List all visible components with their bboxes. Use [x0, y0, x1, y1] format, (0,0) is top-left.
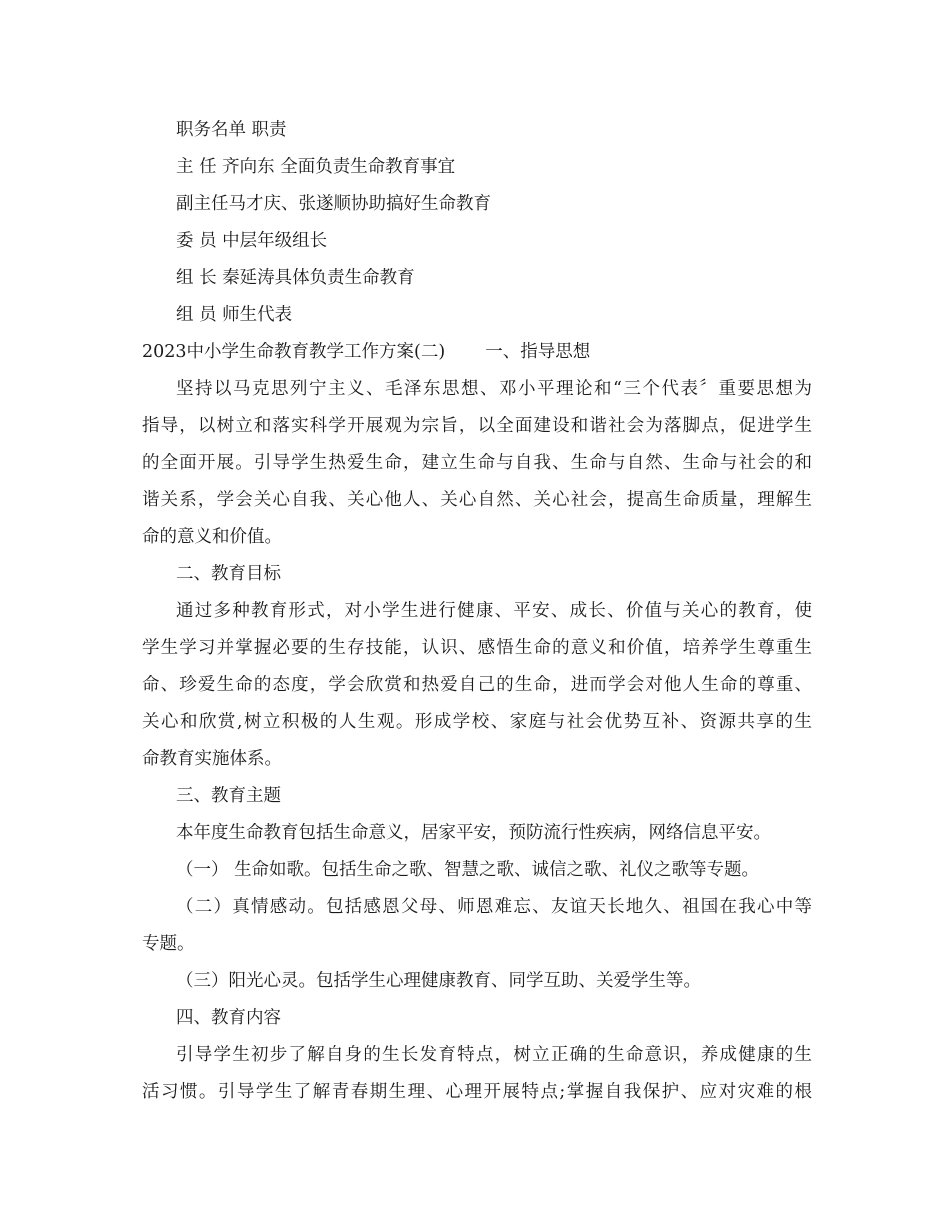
committee-row-staff: 组 员 师生代表 — [176, 305, 293, 325]
committee-row-director: 主 任 齐向东 全面负责生命教育事宜 — [176, 157, 456, 177]
paragraph-line: （二）真情感动。包括感恩父母、师恩难忘、友谊天长地久、祖国在我心中等 — [176, 897, 812, 917]
plan-title-line — [142, 334, 812, 371]
committee-row-member: 委 员 中层年级组长 — [176, 231, 328, 251]
paragraph-line: 引导学生初步了解自身的生长发育特点，树立正确的生命意识，养成健康的生 — [176, 1045, 812, 1065]
paragraph-line: 谐关系，学会关心自我、关心他人、关心自然、关心社会，提高生命质量，理解生 — [142, 490, 812, 510]
paragraph-line: 关心和欣赏,树立积极的人生观。形成学校、家庭与社会优势互补、资源共享的生 — [142, 712, 812, 732]
paragraph-line: 的全面开展。引导学生热爱生命，建立生命与自我、生命与自然、生命与社会的和 — [142, 453, 812, 473]
committee-row-deputy: 副主任马才庆、张遂顺协助搞好生命教育 — [176, 194, 491, 214]
paragraph-line: 命的意义和价值。 — [142, 527, 282, 547]
paragraph-line: 活习惯。引导学生了解青春期生理、心理开展特点;掌握自我保护、应对灾难的根 — [142, 1082, 812, 1102]
plan-title: 2023中小学生命教育教学工作方案(二) — [142, 342, 446, 362]
section-heading-1: 一、指导思想 — [485, 342, 591, 362]
paragraph-line: 本年度生命教育包括生命意义，居家平安，预防流行性疾病，网络信息平安。 — [176, 823, 771, 843]
committee-row-leader: 组 长 秦延涛具体负责生命教育 — [176, 268, 415, 288]
section-heading-3: 三、教育主题 — [176, 786, 281, 806]
paragraph-line: 命教育实施体系。 — [142, 749, 282, 769]
paragraph-line: 命、珍爱生命的态度，学会欣赏和热爱自己的生命，进而学会对他人生命的尊重、 — [142, 675, 812, 695]
paragraph-line: 专题。 — [142, 934, 195, 954]
section-heading-4: 四、教育内容 — [176, 1008, 281, 1028]
section-heading-2: 二、教育目标 — [176, 564, 281, 584]
paragraph-line: 坚持以马克思列宁主义、毛泽东思想、邓小平理论和“三个代表〞重要思想为 — [176, 379, 812, 399]
paragraph-line: 指导，以树立和落实科学开展观为宗旨，以全面建设和谐社会为落脚点，促进学生 — [142, 416, 812, 436]
paragraph-line: （三）阳光心灵。包括学生心理健康教育、同学互助、关爱学生等。 — [176, 971, 701, 991]
paragraph-line: （一） 生命如歌。包括生命之歌、智慧之歌、诚信之歌、礼仪之歌等专题。 — [176, 860, 760, 880]
committee-header: 职务名单 职责 — [176, 120, 287, 140]
paragraph-line: 学生学习并掌握必要的生存技能，认识、感悟生命的意义和价值，培养学生尊重生 — [142, 638, 812, 658]
paragraph-line: 通过多种教育形式，对小学生进行健康、平安、成长、价值与关心的教育，使 — [176, 601, 812, 621]
